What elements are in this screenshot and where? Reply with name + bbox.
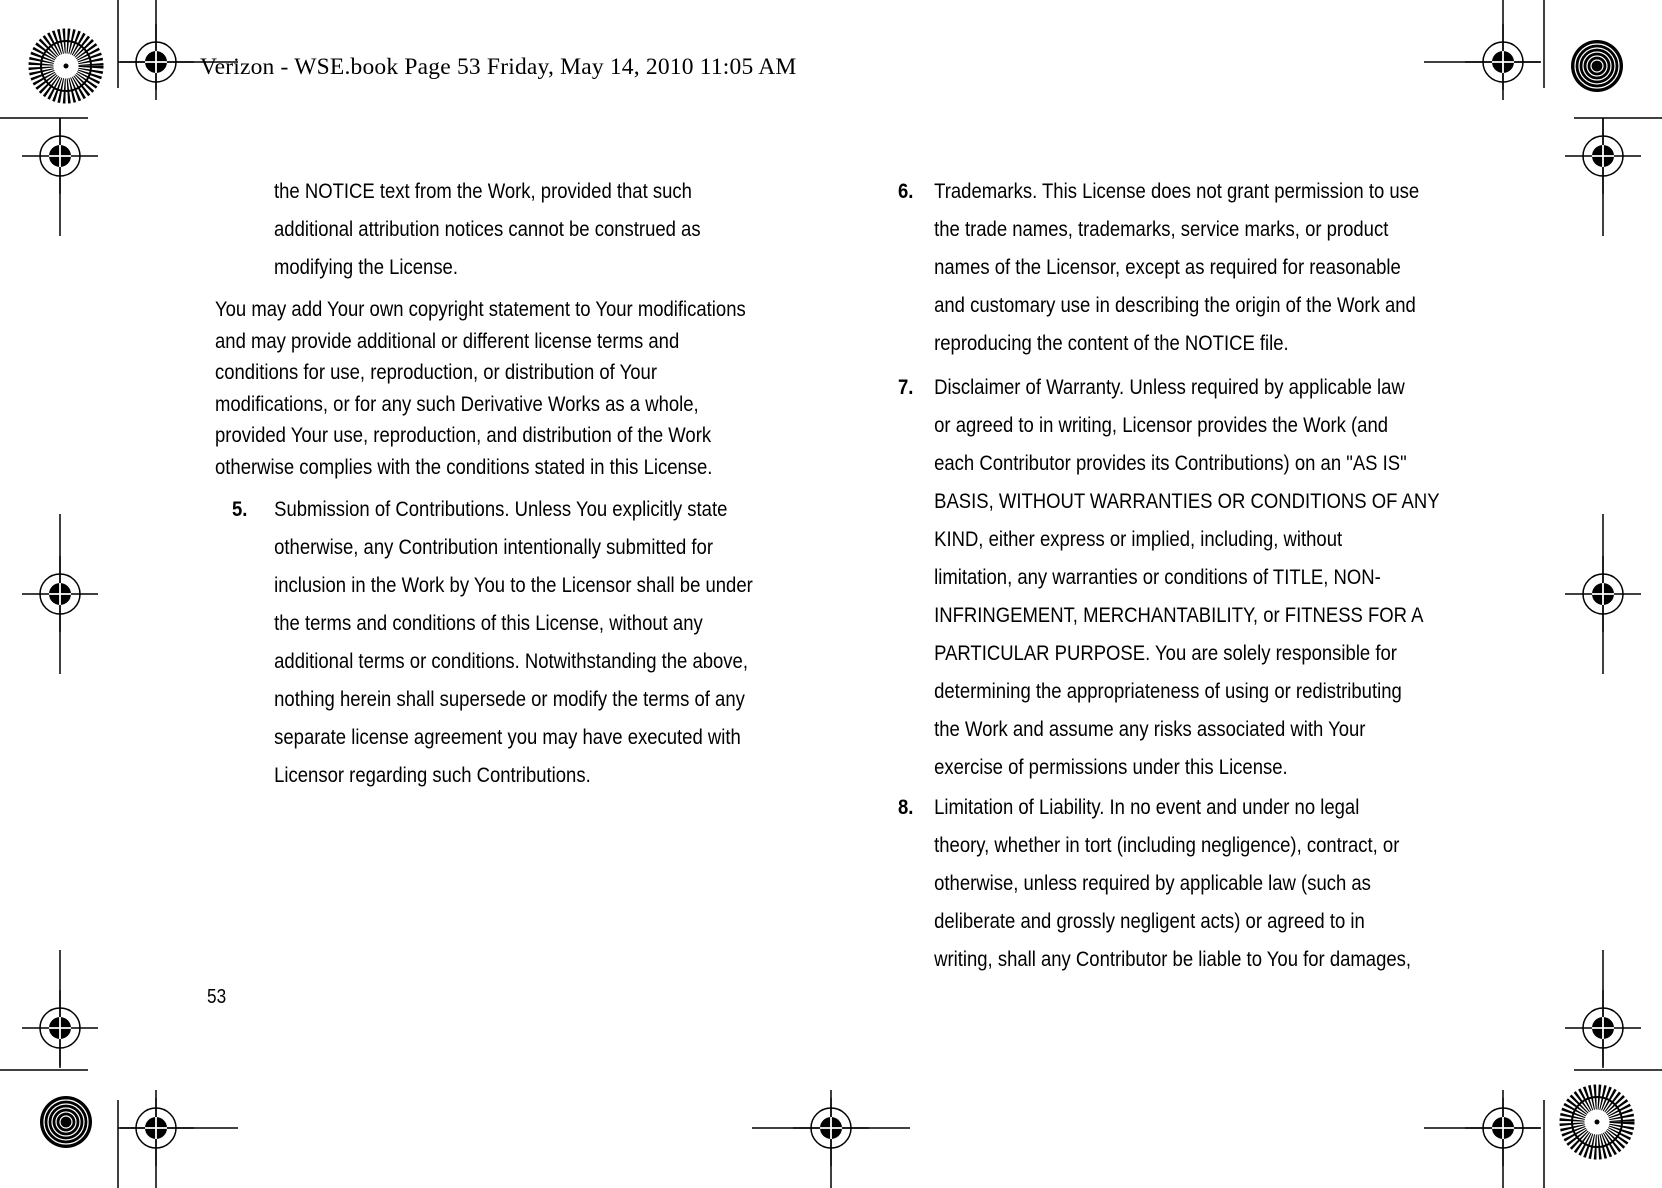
- text-line: writing, shall any Contributor be liable to You for damages,: [934, 947, 1412, 971]
- item-text: [934, 788, 1510, 978]
- item-number: 6.: [898, 179, 914, 203]
- text-line: KIND, either express or implied, including, without: [934, 527, 1343, 551]
- registration-mark-top-left: [118, 24, 194, 100]
- text-line: reproducing the content of the NOTICE file.: [934, 331, 1289, 355]
- text-line: each Contributor provides its Contributions) on an "AS IS": [934, 451, 1407, 475]
- registration-mark-right-upper: [1565, 118, 1641, 194]
- text-line: inclusion in the Work by You to the Licensor shall be under: [274, 573, 753, 597]
- text-line: Trademarks. This License does not grant permission to use: [934, 179, 1420, 203]
- text-line: Limitation of Liability. In no event and under no legal: [934, 795, 1360, 819]
- registration-mark-left-middle: [22, 556, 98, 632]
- text-line: theory, whether in tort (including negligence), contract, or: [934, 833, 1400, 857]
- registration-mark-bottom-right: [1465, 1090, 1541, 1166]
- text-line: and may provide additional or different license terms and: [215, 328, 680, 353]
- text-line: the trade names, trademarks, service marks, or product: [934, 217, 1389, 241]
- ring-target-top-right: [1571, 40, 1623, 92]
- registration-mark-bottom-center: [793, 1090, 869, 1166]
- item-number: 8.: [898, 795, 914, 819]
- registration-mark-left-upper: [22, 118, 98, 194]
- text-line: exercise of permissions under this License.: [934, 755, 1288, 779]
- text-line: Disclaimer of Warranty. Unless required by applicable law: [934, 375, 1405, 399]
- text-line: You may add Your own copyright statement to Your modifications: [215, 297, 746, 321]
- text-line: nothing herein shall supersede or modify the terms of any: [274, 687, 745, 711]
- copyright-paragraph: [215, 294, 748, 483]
- item-text: [274, 490, 833, 794]
- text-line: otherwise, unless required by applicable law (such as: [934, 871, 1371, 895]
- print-slug: Verizon - WSE.book Page 53 Friday, May 14, 2010 11:05 AM: [200, 54, 797, 80]
- starburst-target-top-left: [41, 41, 91, 91]
- text-line: otherwise complies with the conditions stated in this License.: [215, 454, 713, 479]
- item-text: [934, 172, 1510, 362]
- text-line: provided Your use, reproduction, and distribution of the Work: [215, 423, 712, 447]
- text-line: PARTICULAR PURPOSE. You are solely responsible for: [934, 641, 1397, 665]
- text-line: additional terms or conditions. Notwithstanding the above,: [274, 649, 748, 673]
- text-line: BASIS, WITHOUT WARRANTIES OR CONDITIONS OF ANY: [934, 489, 1440, 513]
- registration-mark-top-right: [1465, 24, 1541, 100]
- ring-target-bottom-left: [40, 1096, 92, 1148]
- starburst-target-bottom-right: [1572, 1097, 1622, 1147]
- text-line: modifying the License.: [274, 255, 458, 279]
- text-line: conditions for use, reproduction, or distribution of Your: [215, 360, 657, 384]
- text-line: limitation, any warranties or conditions of TITLE, NON-: [934, 565, 1381, 589]
- continued-text: [274, 172, 756, 286]
- page-number: 53: [207, 986, 227, 1008]
- text-line: INFRINGEMENT, MERCHANTABILITY, or FITNESS FOR A: [934, 603, 1424, 627]
- registration-mark-left-lower: [22, 990, 98, 1066]
- text-line: determining the appropriateness of using or redistributing: [934, 679, 1402, 703]
- text-line: or agreed to in writing, Licensor provides the Work (and: [934, 413, 1389, 437]
- text-line: and customary use in describing the origin of the Work and: [934, 293, 1416, 317]
- text-line: the NOTICE text from the Work, provided that such: [274, 179, 692, 203]
- item-number: 5.: [232, 497, 248, 521]
- text-line: the terms and conditions of this License, without any: [274, 611, 703, 635]
- registration-mark-bottom-left: [118, 1090, 194, 1166]
- registration-mark-right-lower: [1565, 990, 1641, 1066]
- text-line: deliberate and grossly negligent acts) or agreed to in: [934, 909, 1365, 933]
- text-line: Licensor regarding such Contributions.: [274, 763, 591, 787]
- text-line: the Work and assume any risks associated with Your: [934, 717, 1366, 741]
- registration-mark-right-middle: [1565, 556, 1641, 632]
- item-text: [934, 368, 1510, 786]
- item-number: 7.: [898, 375, 914, 399]
- text-line: Submission of Contributions. Unless You explicitly state: [274, 497, 728, 521]
- text-line: additional attribution notices cannot be construed as: [274, 217, 701, 241]
- text-line: separate license agreement you may have executed with: [274, 725, 741, 749]
- text-line: names of the Licensor, except as required for reasonable: [934, 255, 1401, 279]
- text-line: otherwise, any Contribution intentionally submitted for: [274, 535, 714, 559]
- text-line: modifications, or for any such Derivative Works as a whole,: [215, 391, 699, 416]
